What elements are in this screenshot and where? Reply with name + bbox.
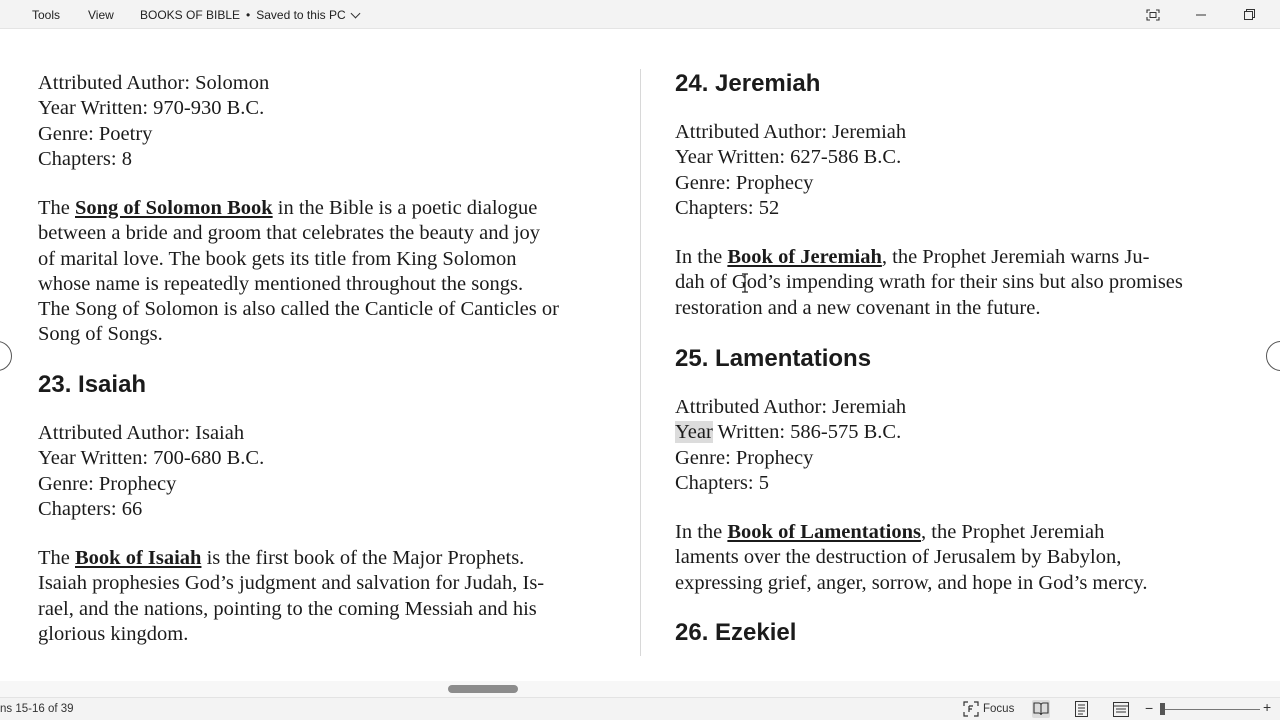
desc-line: laments over the destruction of Jerusalem by Babylon,	[675, 546, 1122, 569]
isaiah-meta	[38, 421, 264, 522]
desc-line: dah of God’s impending wrath for their sins but also promises	[675, 271, 1183, 294]
print-layout-button[interactable]	[1072, 700, 1090, 718]
lamentations-meta	[675, 395, 906, 496]
focus-button[interactable]	[963, 700, 1014, 718]
horizontal-scrollbar[interactable]	[0, 681, 1280, 697]
desc-line: The Song of Solomon is also called the Canticle of Canticles or	[38, 298, 559, 321]
meta-author: Attributed Author: Solomon	[38, 72, 270, 94]
meta-year	[675, 420, 906, 445]
meta-chapters: Chapters: 8	[38, 147, 132, 170]
meta-chapters: Chapters: 5	[675, 471, 769, 494]
desc-line: whose name is repeatedly mentioned throughout the songs.	[38, 272, 524, 295]
desc-text: In the	[675, 246, 728, 268]
desc-line: restoration and a new covenant in the future.	[675, 296, 1041, 319]
meta-author: Attributed Author: Jeremiah	[675, 396, 907, 418]
save-status: Saved to this PC	[256, 8, 346, 22]
minimize-button[interactable]	[1178, 0, 1224, 29]
zoom-slider[interactable]	[1160, 709, 1260, 710]
status-bar	[0, 697, 1280, 720]
desc-line: rael, and the nations, pointing to the coming Messiah and his	[38, 597, 537, 620]
focus-label: Focus	[983, 703, 1015, 715]
restore-button[interactable]	[1226, 0, 1272, 29]
book-of-jeremiah-link[interactable]: Book of Jeremiah	[727, 246, 882, 268]
chevron-down-icon	[350, 8, 360, 18]
desc-line	[38, 196, 559, 221]
desc-text: The	[38, 547, 75, 569]
meta-chapters: Chapters: 66	[38, 497, 143, 520]
previous-page-button[interactable]	[0, 341, 12, 371]
heading-lamentations: 25. Lamentations	[675, 345, 872, 372]
song-of-solomon-description	[38, 196, 559, 348]
web-layout-icon	[1113, 702, 1129, 717]
heading-ezekiel: 26. Ezekiel	[675, 619, 797, 646]
zoom-out-button[interactable]: −	[1145, 700, 1154, 716]
meta-author: Attributed Author: Jeremiah	[675, 121, 907, 143]
desc-text: , the Prophet Jeremiah	[921, 521, 1105, 543]
meta-genre: Genre: Prophecy	[38, 472, 177, 495]
meta-year: Year Written: 970-930 B.C.	[38, 97, 265, 120]
desc-line	[675, 520, 1147, 545]
desc-text: The	[38, 197, 75, 219]
menu-tools[interactable]: Tools	[32, 8, 61, 22]
desc-text: , the Prophet Jeremiah warns Ju-	[881, 246, 1150, 268]
scrollbar-thumb[interactable]	[448, 685, 518, 693]
book-of-isaiah-link[interactable]: Book of Isaiah	[75, 547, 202, 569]
meta-year-rest: Written: 586-575 B.C.	[712, 421, 902, 444]
isaiah-description	[38, 546, 544, 647]
meta-year: Year Written: 627-586 B.C.	[675, 146, 902, 169]
desc-line	[675, 245, 1183, 270]
desc-text: is the first book of the Major Prophets.	[201, 547, 525, 569]
desc-text: in the Bible is a poetic dialogue	[272, 197, 538, 219]
jeremiah-description	[675, 245, 1183, 321]
fullscreen-icon	[1146, 9, 1160, 21]
lamentations-description	[675, 520, 1147, 596]
selected-text[interactable]: Year	[675, 421, 713, 444]
fullscreen-button[interactable]	[1130, 0, 1176, 29]
heading-jeremiah: 24. Jeremiah	[675, 70, 821, 97]
zoom-slider-thumb[interactable]	[1160, 703, 1165, 715]
song-of-solomon-link[interactable]: Song of Solomon Book	[75, 197, 273, 219]
minimize-icon	[1196, 10, 1206, 20]
meta-genre: Genre: Poetry	[38, 122, 153, 145]
desc-line: between a bride and groom that celebrates the beauty and joy	[38, 222, 541, 245]
desc-line: Song of Songs.	[38, 323, 163, 346]
restore-icon	[1244, 9, 1255, 20]
menu-view[interactable]: View	[88, 8, 114, 22]
meta-genre: Genre: Prophecy	[675, 171, 814, 194]
song-of-solomon-meta	[38, 71, 269, 172]
zoom-in-button[interactable]: +	[1263, 699, 1272, 715]
page-indicator[interactable]: ns 15-16 of 39	[0, 703, 74, 715]
desc-line: expressing grief, anger, sorrow, and hope in God’s mercy.	[675, 571, 1148, 594]
meta-genre: Genre: Prophecy	[675, 446, 814, 469]
desc-line: Isaiah prophesies God’s judgment and salvation for Judah, Is-	[38, 572, 545, 595]
document-name: BOOKS OF BIBLE	[140, 8, 241, 22]
desc-line: of marital love. The book gets its title from King Solomon	[38, 247, 517, 270]
document-title-menu[interactable]	[140, 8, 359, 22]
focus-icon	[963, 701, 979, 717]
web-layout-button[interactable]	[1112, 700, 1130, 718]
page-icon	[1075, 701, 1088, 717]
heading-isaiah: 23. Isaiah	[38, 371, 147, 398]
meta-chapters: Chapters: 52	[675, 196, 780, 219]
next-page-button[interactable]	[1266, 341, 1280, 371]
title-separator: •	[246, 8, 251, 22]
document-page[interactable]	[0, 29, 1280, 681]
desc-line: glorious kingdom.	[38, 622, 189, 645]
desc-text: In the	[675, 521, 728, 543]
book-of-lamentations-link[interactable]: Book of Lamentations	[727, 521, 922, 543]
jeremiah-meta	[675, 120, 906, 221]
read-mode-button[interactable]	[1032, 700, 1050, 718]
column-divider	[640, 69, 641, 656]
text-cursor-icon	[740, 273, 750, 293]
meta-year: Year Written: 700-680 B.C.	[38, 447, 265, 470]
book-icon	[1033, 702, 1049, 716]
title-bar	[0, 0, 1280, 29]
desc-line	[38, 546, 544, 571]
meta-author: Attributed Author: Isaiah	[38, 422, 245, 444]
